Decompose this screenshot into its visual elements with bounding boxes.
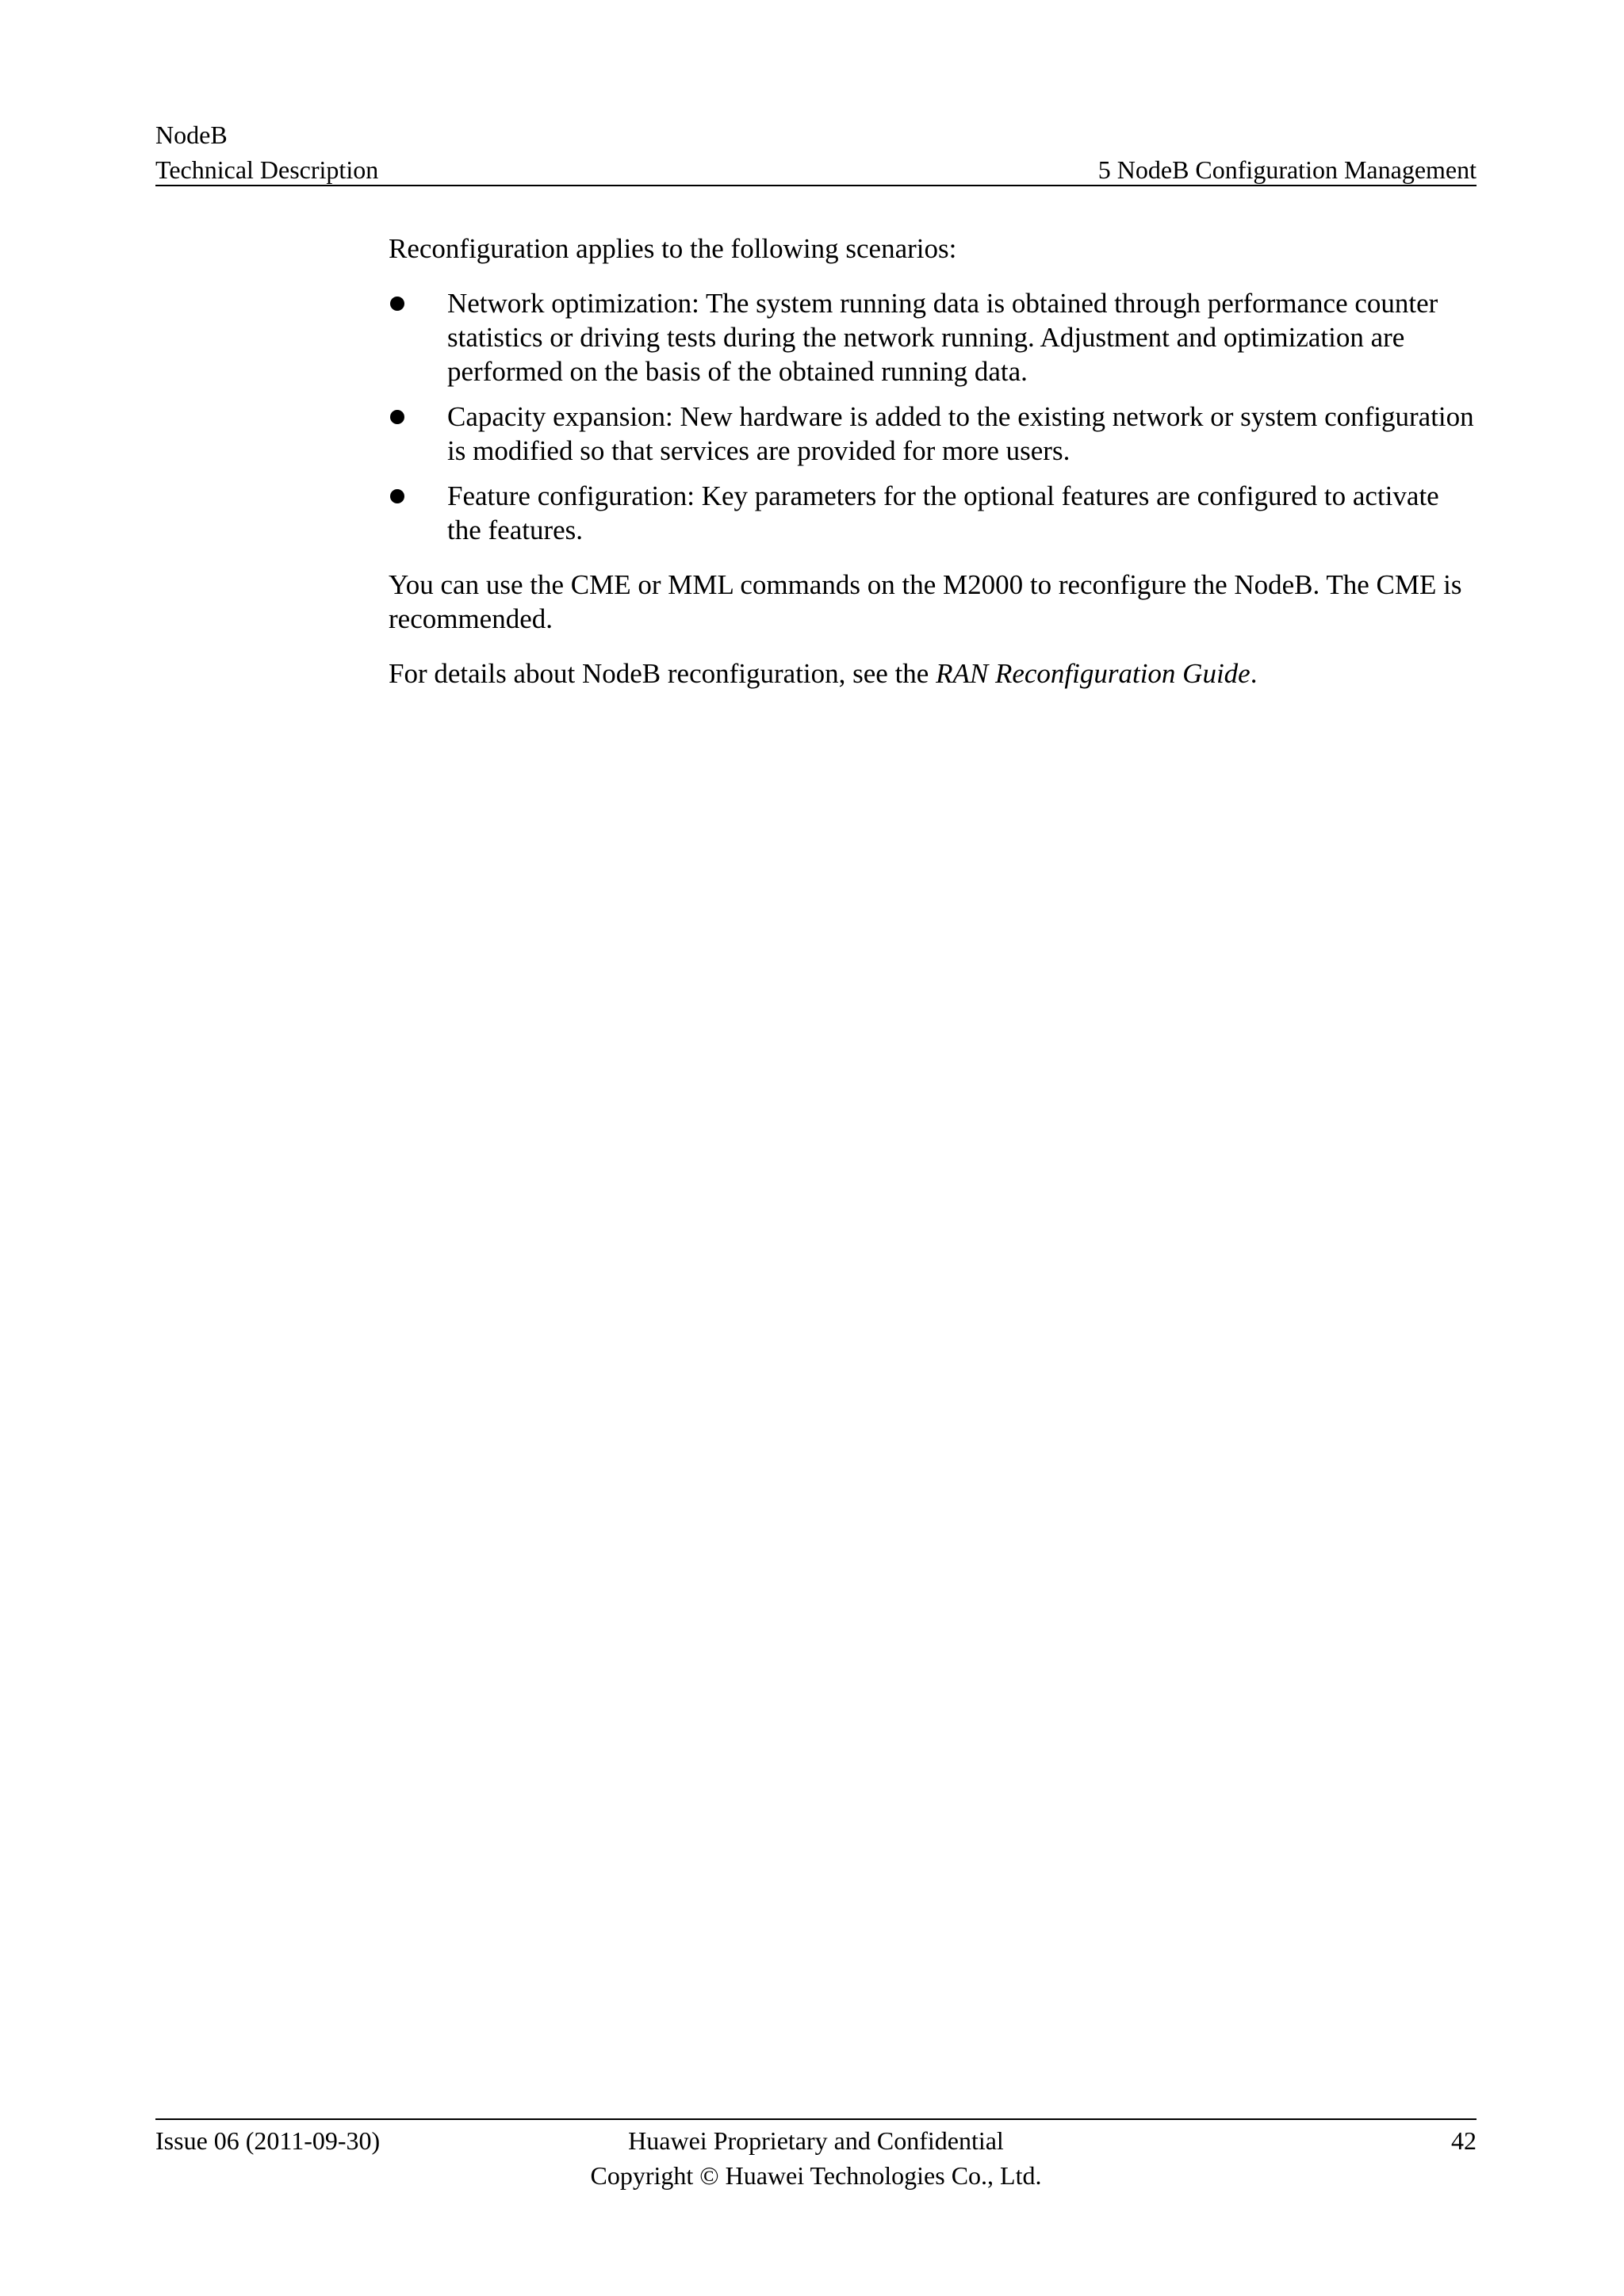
header-divider bbox=[155, 185, 1477, 186]
bullet-icon bbox=[390, 410, 404, 424]
reference-guide-title: RAN Reconfiguration Guide bbox=[936, 658, 1251, 689]
header-chapter: 5 NodeB Configuration Management bbox=[1097, 155, 1477, 184]
list-item bbox=[389, 286, 1477, 388]
header-product: NodeB bbox=[155, 121, 228, 149]
reference-paragraph bbox=[389, 656, 1477, 691]
page-number: 42 bbox=[1451, 2126, 1477, 2155]
footer-center bbox=[155, 2123, 1477, 2193]
list-item bbox=[389, 400, 1477, 468]
footer-copyright: Copyright © Huawei Technologies Co., Ltd. bbox=[590, 2161, 1042, 2190]
list-item-text: Feature configuration: Key parameters for the optional features are configured to activate the features. bbox=[447, 480, 1439, 545]
footer-issue: Issue 06 (2011-09-30) bbox=[155, 2126, 381, 2155]
intro-paragraph: Reconfiguration applies to the following scenarios: bbox=[389, 233, 957, 264]
bullet-icon bbox=[390, 297, 404, 311]
page-header bbox=[155, 117, 1477, 187]
list-item-text: Capacity expansion: New hardware is added to the existing network or system configuration is modified so that services are provided for more users. bbox=[447, 401, 1474, 466]
reference-prefix: For details about NodeB reconfiguration, see the bbox=[389, 658, 936, 689]
footer-divider bbox=[155, 2118, 1477, 2120]
list-item-text: Network optimization: The system running data is obtained through performance counter statistics or driving tests during the network running. Adjustment and optimization are performed on the basis of the obtained running data. bbox=[447, 288, 1438, 387]
header-row bbox=[155, 152, 1477, 187]
bullet-icon bbox=[390, 489, 404, 503]
header-doc-title: Technical Description bbox=[155, 155, 379, 184]
scenario-list bbox=[389, 286, 1477, 547]
cme-paragraph: You can use the CME or MML commands on the M2000 to reconfigure the NodeB. The CME is recommended. bbox=[389, 569, 1462, 634]
list-item bbox=[389, 479, 1477, 547]
footer-proprietary: Huawei Proprietary and Confidential bbox=[628, 2126, 1004, 2155]
page-body bbox=[389, 232, 1477, 711]
reference-suffix: . bbox=[1250, 658, 1258, 689]
